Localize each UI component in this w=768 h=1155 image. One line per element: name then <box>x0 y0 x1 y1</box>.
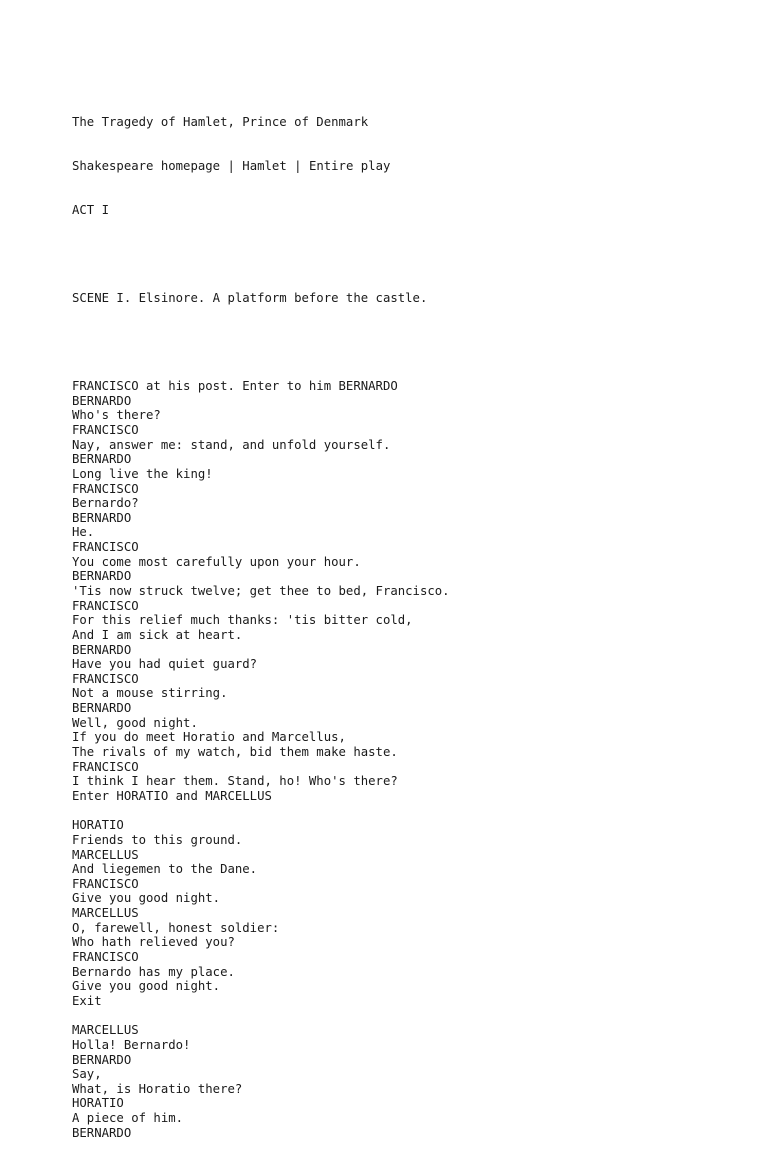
speech-line: Who hath relieved you? <box>72 935 235 950</box>
entire-play-link[interactable]: Entire play <box>308 159 391 174</box>
speech-line: Bernardo has my place. <box>72 964 235 979</box>
speech-line: What, is Horatio there? <box>72 1081 243 1096</box>
speech-line: Have you had quiet guard? <box>72 657 258 672</box>
speaker-name: BERNARDO <box>72 393 132 408</box>
play-link[interactable]: Hamlet <box>242 159 287 174</box>
speech-line: And I am sick at heart. <box>72 627 243 642</box>
speaker-name: MARCELLUS <box>72 906 139 921</box>
speech-line: And liegemen to the Dane. <box>72 862 258 877</box>
speech-line: He. <box>72 525 95 540</box>
stage-direction: Enter HORATIO and MARCELLUS <box>72 788 272 803</box>
speech-line: O, farewell, honest soldier: <box>72 920 280 935</box>
speech-line: Holla! Bernardo! <box>72 1037 191 1052</box>
speech-line: Who's there? <box>72 408 161 423</box>
speaker-name: FRANCISCO <box>72 671 139 686</box>
play-title: The Tragedy of Hamlet, Prince of Denmark <box>72 115 369 130</box>
act-heading: ACT I <box>72 203 110 218</box>
speaker-name: MARCELLUS <box>72 847 139 862</box>
speech-line: I think I hear them. Stand, ho! Who's there? <box>72 774 398 789</box>
breadcrumb-separator: | <box>220 159 243 174</box>
spacer <box>72 335 748 350</box>
speech-line: Give you good night. <box>72 979 221 994</box>
play-text <box>72 86 748 1155</box>
speaker-name: FRANCISCO <box>72 422 139 437</box>
speech-line: 'Tis now struck twelve; get thee to bed, Francisco. <box>72 584 450 598</box>
speech-line: The rivals of my watch, bid them make haste. <box>72 745 398 760</box>
speaker-name: FRANCISCO <box>72 540 139 555</box>
breadcrumb <box>72 159 748 174</box>
speech-line: Bernardo? <box>72 496 139 511</box>
script-lines <box>72 379 748 1140</box>
speech-line: You come most carefully upon your hour. <box>72 554 361 569</box>
speaker-name: MARCELLUS <box>72 1023 139 1038</box>
speech-line: Friends to this ground. <box>72 832 243 847</box>
stage-direction: Exit <box>72 993 102 1008</box>
speech-line: A piece of him. <box>72 1111 184 1126</box>
speaker-name: HORATIO <box>72 818 124 833</box>
speaker-name: BERNARDO <box>72 569 132 584</box>
speaker-name: BERNARDO <box>72 452 132 467</box>
speaker-name: FRANCISCO <box>72 598 139 613</box>
breadcrumb-separator: | <box>286 159 309 174</box>
speech-line: Not a mouse stirring. <box>72 686 228 701</box>
scene-heading: SCENE I. Elsinore. A platform before the castle. <box>72 291 428 306</box>
speech-line: For this relief much thanks: 'tis bitter cold, <box>72 613 413 628</box>
speaker-name: BERNARDO <box>72 701 132 716</box>
spacer <box>72 247 748 262</box>
speech-line: Well, good night. <box>72 715 198 730</box>
homepage-link[interactable]: Shakespeare homepage <box>72 159 221 174</box>
speech-line: Say, <box>72 1067 102 1082</box>
speaker-name: BERNARDO <box>72 510 132 525</box>
speaker-name: BERNARDO <box>72 1052 132 1067</box>
speaker-name: FRANCISCO <box>72 759 139 774</box>
speech-line: Nay, answer me: stand, and unfold yourself. <box>72 437 391 452</box>
speaker-name: HORATIO <box>72 1096 124 1111</box>
speech-line: Long live the king! <box>72 466 213 481</box>
speaker-name: BERNARDO <box>72 1125 132 1140</box>
speaker-name: BERNARDO <box>72 642 132 657</box>
speaker-name: FRANCISCO <box>72 481 139 496</box>
speech-line: Give you good night. <box>72 891 221 906</box>
spacer <box>72 804 748 819</box>
speech-line: If you do meet Horatio and Marcellus, <box>72 730 346 745</box>
speaker-name: FRANCISCO <box>72 950 139 965</box>
stage-direction: FRANCISCO at his post. Enter to him BERNARDO <box>72 379 398 394</box>
spacer <box>72 1009 748 1024</box>
speaker-name: FRANCISCO <box>72 876 139 891</box>
